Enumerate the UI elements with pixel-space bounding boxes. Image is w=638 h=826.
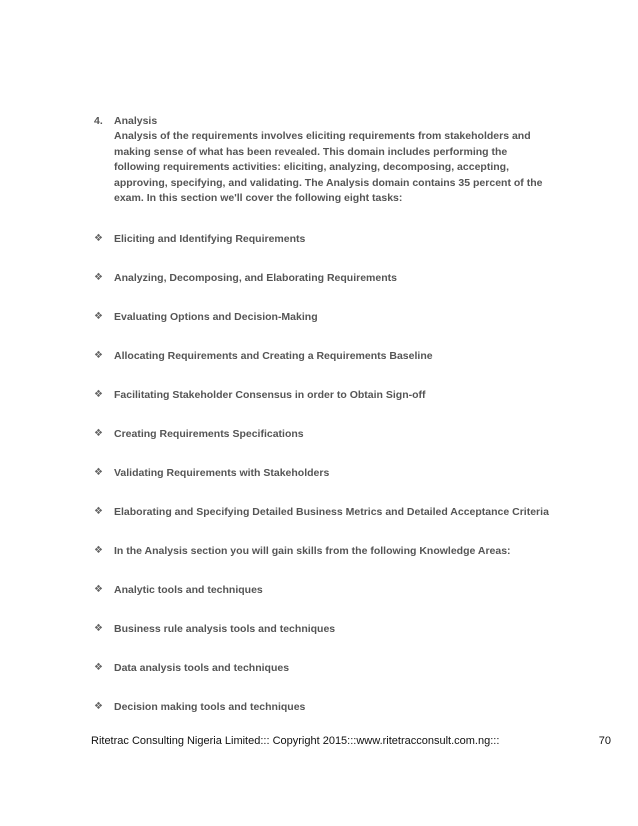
diamond-bullet-icon: ❖: [94, 701, 103, 712]
list-item: [94, 297, 574, 336]
list-item-text: Facilitating Stakeholder Consensus in order to Obtain Sign-off: [114, 388, 426, 401]
list-item: [94, 531, 574, 570]
diamond-bullet-icon: ❖: [94, 623, 103, 634]
diamond-bullet-icon: ❖: [94, 389, 103, 400]
page-footer: [91, 735, 611, 747]
list-item-text: Creating Requirements Specifications: [114, 427, 304, 440]
diamond-bullet-icon: ❖: [94, 350, 103, 361]
list-item-text: In the Analysis section you will gain skills from the following Knowledge Areas:: [114, 544, 511, 557]
footer-copyright: Ritetrac Consulting Nigeria Limited::: Copyright 2015:::www.ritetracconsult.com.ng:::: [91, 735, 500, 747]
list-item-text: Analytic tools and techniques: [114, 583, 263, 596]
section-heading: [94, 113, 544, 129]
list-item: [94, 219, 574, 258]
diamond-bullet-icon: ❖: [94, 662, 103, 673]
list-item: [94, 375, 574, 414]
list-item: [94, 648, 574, 687]
list-item-text: Allocating Requirements and Creating a Requirements Baseline: [114, 349, 433, 362]
section-number: 4.: [94, 115, 103, 127]
section-title: Analysis: [114, 115, 158, 127]
list-item: [94, 609, 574, 648]
diamond-bullet-icon: ❖: [94, 506, 103, 517]
diamond-bullet-icon: ❖: [94, 311, 103, 322]
list-item: [94, 336, 574, 375]
list-item-text: Analyzing, Decomposing, and Elaborating Requirements: [114, 271, 397, 284]
list-item-text: Business rule analysis tools and techniques: [114, 622, 336, 635]
diamond-bullet-icon: ❖: [94, 233, 103, 244]
list-item-text: Eliciting and Identifying Requirements: [114, 232, 306, 245]
list-item: [94, 492, 574, 531]
diamond-bullet-icon: ❖: [94, 467, 103, 478]
list-item: [94, 570, 574, 609]
list-item-text: Evaluating Options and Decision-Making: [114, 310, 318, 323]
list-item-text: Elaborating and Specifying Detailed Business Metrics and Detailed Acceptance Criteria: [114, 505, 549, 518]
list-item-text: Decision making tools and techniques: [114, 700, 306, 713]
diamond-bullet-icon: ❖: [94, 545, 103, 556]
task-list: [94, 219, 574, 726]
list-item-text: Validating Requirements with Stakeholders: [114, 466, 330, 479]
list-item: [94, 414, 574, 453]
page-number: 70: [598, 735, 611, 747]
analysis-section: [94, 113, 544, 207]
list-item: [94, 258, 574, 297]
diamond-bullet-icon: ❖: [94, 584, 103, 595]
diamond-bullet-icon: ❖: [94, 428, 103, 439]
list-item: [94, 687, 574, 726]
list-item-text: Data analysis tools and techniques: [114, 661, 290, 674]
section-paragraph: Analysis of the requirements involves eliciting requirements from stakeholders and making sense of what has been revealed. This domain includes performing the following requirements activities: eliciting, analyzing, decomposing, accepting, approving, specifying, and validating. The Analysis domain contains 35 percent of the exam. In this section we'll cover the following eight tasks:: [114, 130, 543, 204]
list-item: [94, 453, 574, 492]
diamond-bullet-icon: ❖: [94, 272, 103, 283]
